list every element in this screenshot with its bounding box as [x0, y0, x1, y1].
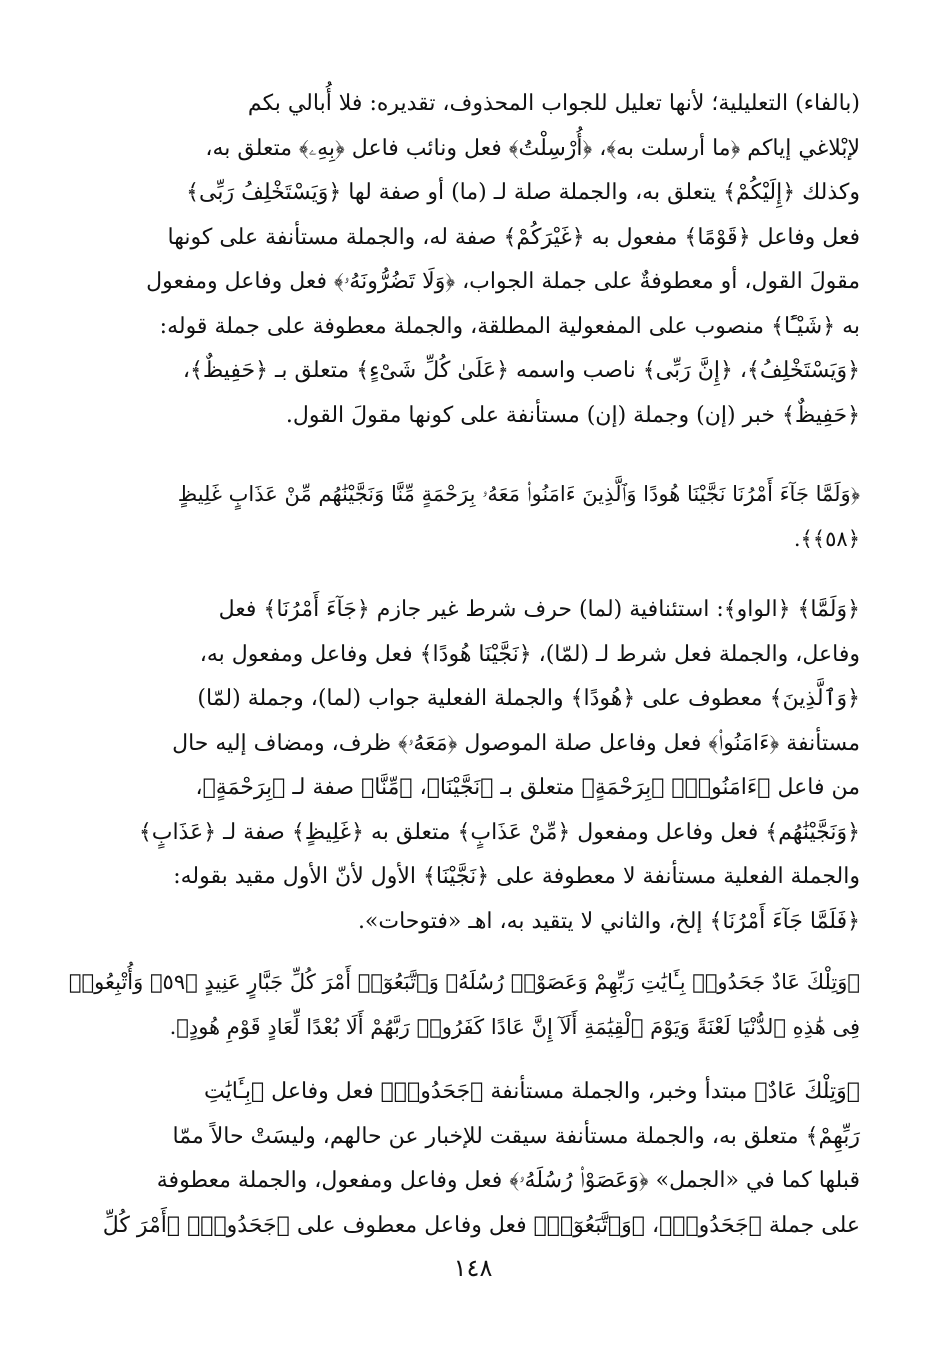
text-line: رَبِّهِمْ﴾ متعلق به، والجملة مستأنفة سيقت للإخبار عن حالهم، وليسَتْ حالاً ممّا	[172, 1123, 860, 1149]
text-line: ﴿وَلَمَّا﴾ ﴿الواو﴾: استئنافية (لما) حرف شرط غير جازم ﴿جَآءَ أَمْرُنَا﴾ فعل	[218, 597, 860, 622]
verse-line: ﴿٥٨﴾﴾.	[793, 526, 860, 551]
paragraph-2	[96, 588, 860, 944]
text-line: ﴿وَٱلَّذِينَ﴾ معطوف على ﴿هُودًا﴾ والجملة الفعلية جواب (لما)، وجملة (لمّا)	[197, 686, 860, 711]
text-line: به ﴿شَيْـًٔا﴾ منصوب على المفعولية المطلقة، والجملة معطوفة على جملة قوله:	[159, 313, 860, 339]
text-line: والجملة الفعلية مستأنفة لا معطوفة على ﴿نَجَّيْنَا﴾ الأول لأنّ الأول مقيد بقوله:	[173, 864, 860, 889]
text-line: ﴿وَيَسْتَخْلِفُ﴾، ﴿إِنَّ رَبِّى﴾ ناصب واسمه ﴿عَلَىٰ كُلِّ شَىْءٍ﴾ متعلق بـ ﴿حَفِيظٌ﴾،	[182, 358, 860, 383]
text-line: وكذلك ﴿إِلَيْكُمْ﴾ يتعلق به، والجملة صلة لـ (ما) أو صفة لها ﴿وَيَسْتَخْلِفُ رَبِّى﴾	[186, 180, 860, 205]
paragraph-1	[96, 82, 860, 438]
text-line: وفاعل، والجملة فعل شرط لـ (لمّا)، ﴿نَجَّيْنَا هُودًا﴾ فعل وفاعل ومفعول به،	[199, 641, 860, 667]
text-line: فعل وفاعل ﴿قَوْمًا﴾ مفعول به ﴿غَيْرَكُمْ﴾ صفة له، والجملة مستأنفة على كونها	[167, 224, 860, 250]
text-line: على جملة ﴿جَحَدُوا۟﴾، ﴿وَٱتَّبَعُوٓا۟﴾ فعل وفاعل معطوف على ﴿جَحَدُوا۟﴾ ﴿أَمْرَ كُلِّ	[102, 1212, 860, 1238]
text-line: ﴿وَنَجَّيْنَٰهُم﴾ فعل وفاعل ومفعول ﴿مِّنْ عَذَابٍ﴾ متعلق به ﴿غَلِيظٍ﴾ صفة لـ ﴿عَذَابٍ﴾	[138, 819, 860, 845]
text-line: ﴿حَفِيظٌ﴾ خبر (إن) وجملة (إن) مستأنفة على كونها مقولَ القول.	[285, 402, 860, 428]
verse-line: ﴿وَلَمَّا جَآءَ أَمْرُنَا نَجَّيْنَا هُودًا وَٱلَّذِينَ ءَامَنُوا۟ مَعَهُۥ بِرَحْمَةٍ مِّنَّا وَنَجَّيْنَٰهُم مِّنْ عَذَابٍ غَلِيظٍ	[177, 482, 860, 506]
text-line: مستأنفة ﴿ءَامَنُوا۟﴾ فعل وفاعل صلة الموصول ﴿مَعَهُۥ﴾ ظرف، ومضاف إليه حال	[172, 730, 860, 756]
verse-line: فِى هَٰذِهِ ٱلدُّنْيَا لَعْنَةً وَيَوْمَ ٱلْقِيَٰمَةِ أَلَآ إِنَّ عَادًا كَفَرُوا۟ رَبَّهُمْ أَلَا بُعْدًا لِّعَادٍ قَوْمِ هُودٍ﴾.	[169, 1014, 860, 1039]
text-line: (بالفاء) التعليلية؛ لأنها تعليل للجواب المحذوف، تقديره: فلا أُبالي بكم	[247, 91, 860, 116]
text-line: قبلها كما في «الجمل» ﴿وَعَصَوْا۟ رُسُلَهُۥ﴾ فعل وفاعل ومفعول، والجملة معطوفة	[156, 1168, 860, 1193]
verse-58	[96, 472, 860, 561]
text-line: ﴿وَتِلْكَ عَادٌ﴾ مبتدأ وخبر، والجملة مستأنفة ﴿جَحَدُوا۟﴾ فعل وفاعل ﴿بِـَٔايَٰتِ	[203, 1079, 860, 1104]
page-number: ١٤٨	[453, 1254, 493, 1282]
paragraph-3	[96, 1070, 860, 1248]
text-line: مقولَ القول، أو معطوفةٌ على جملة الجواب، ﴿وَلَا تَضُرُّونَهُۥ﴾ فعل وفاعل ومفعول	[146, 269, 860, 294]
verse-line: ﴿وَتِلْكَ عَادٌ جَحَدُوا۟ بِـَٔايَٰتِ رَبِّهِمْ وَعَصَوْا۟ رُسُلَهُۥ وَٱتَّبَعُوٓا۟ أَمْرَ كُلِّ جَبَّارٍ عَنِيدٍ ﴿٥٩﴾ وَأُتْبِعُوا۟	[68, 970, 860, 994]
text-line: لإبْلاغي إياكم ﴿ما أرسلت به﴾، ﴿أُرْسِلْتُ﴾ فعل ونائب فاعل ﴿بِهِۦ﴾ متعلق به،	[205, 135, 860, 161]
text-line: ﴿فَلَمَّا جَآءَ أَمْرُنَا﴾ إلخ، والثاني لا يتقيد به، اهـ «فتوحات».	[357, 908, 860, 934]
verse-59-60	[68, 960, 860, 1049]
text-line: من فاعل ﴿ءَامَنُوا۟﴾ ﴿بِرَحْمَةٍ﴾ متعلق بـ ﴿نَجَّيْنَا﴾، ﴿مِّنَّا﴾ صفة لـ ﴿بِرَحْمَةٍ﴾،	[195, 775, 860, 800]
